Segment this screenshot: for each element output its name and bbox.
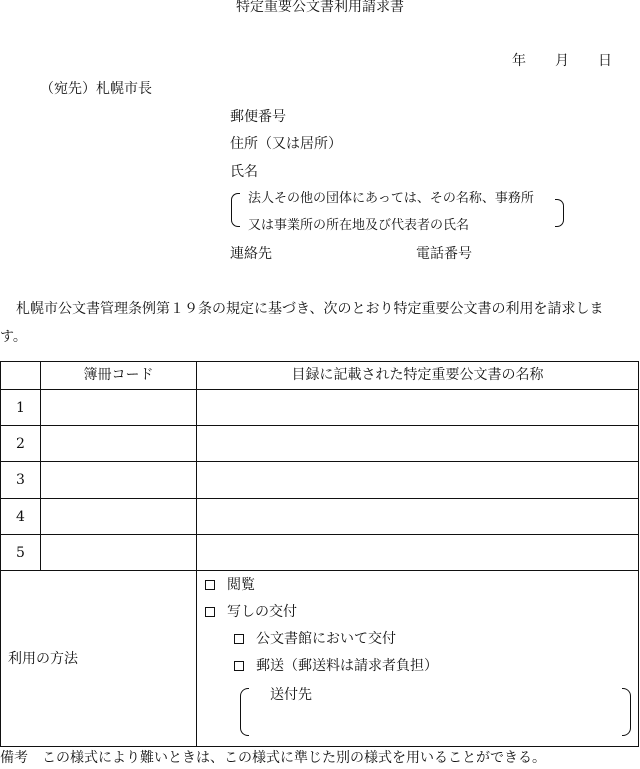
request-table xyxy=(0,361,639,746)
form-title: 特定重要公文書利用請求書 xyxy=(236,0,404,15)
option-copy[interactable] xyxy=(205,605,297,619)
usage-method-label: 利用の方法 xyxy=(8,651,78,667)
option-at-archive[interactable] xyxy=(234,632,396,646)
option-at-archive-label: 公文書館において交付 xyxy=(256,631,396,647)
header-code: 簿冊コード xyxy=(83,367,154,383)
row-number: 4 xyxy=(16,509,25,525)
at-archive-checkbox[interactable] xyxy=(234,634,244,644)
view-checkbox[interactable] xyxy=(205,580,215,590)
header-document-name: 目録に記載された特定重要公文書の名称 xyxy=(291,367,544,383)
option-mail-label: 郵送（郵送料は請求者負担） xyxy=(256,658,438,674)
option-view[interactable] xyxy=(205,578,255,592)
option-mail[interactable] xyxy=(234,659,438,673)
table-border-bottom xyxy=(0,746,639,747)
option-copy-label: 写しの交付 xyxy=(227,604,297,620)
num-column-divider xyxy=(40,361,41,570)
date-month-label: 月 xyxy=(555,53,569,69)
code-column-divider xyxy=(196,361,197,746)
postal-code-label: 郵便番号 xyxy=(230,109,286,125)
name-label: 氏名 xyxy=(230,164,258,180)
row-number: 2 xyxy=(16,436,25,452)
addressee: （宛先）札幌市長 xyxy=(40,81,152,97)
option-view-label: 閲覧 xyxy=(227,577,255,593)
row-divider xyxy=(0,498,639,499)
table-header-divider xyxy=(0,389,639,390)
table-border-left xyxy=(0,361,1,746)
mail-checkbox[interactable] xyxy=(234,661,244,671)
copy-checkbox[interactable] xyxy=(205,607,215,617)
destination-label: 送付先 xyxy=(270,687,312,703)
row-number: 1 xyxy=(16,400,25,416)
row-divider xyxy=(0,570,639,571)
contact-label: 連絡先 xyxy=(230,246,272,262)
address-label: 住所（又は居所） xyxy=(230,136,342,152)
date-year-label: 年 xyxy=(512,53,526,69)
remarks: 備考 この様式により難いときは、この様式に準じた別の様式を用いることができる。 xyxy=(0,750,546,766)
row-number: 3 xyxy=(16,472,25,488)
body-text-line2: す。 xyxy=(0,329,27,345)
table-border-top xyxy=(0,361,639,362)
row-divider xyxy=(0,461,639,462)
row-number: 5 xyxy=(16,545,25,561)
phone-label: 電話番号 xyxy=(416,246,472,262)
row-divider xyxy=(0,534,639,535)
row-divider xyxy=(0,425,639,426)
note-bracket-right xyxy=(555,199,564,227)
table-border-right xyxy=(638,361,639,746)
note-bracket-left xyxy=(231,193,240,227)
destination-bracket-left xyxy=(240,688,249,736)
body-text-line1: 札幌市公文書管理条例第１９条の規定に基づき、次のとおり特定重要公文書の利用を請求しま xyxy=(16,301,604,317)
corporate-note-line2: 又は事業所の所在地及び代表者の氏名 xyxy=(248,218,470,233)
destination-bracket-right xyxy=(622,688,631,736)
corporate-note-line1: 法人その他の団体にあっては、その名称、事務所 xyxy=(248,191,534,206)
date-day-label: 日 xyxy=(598,53,612,69)
